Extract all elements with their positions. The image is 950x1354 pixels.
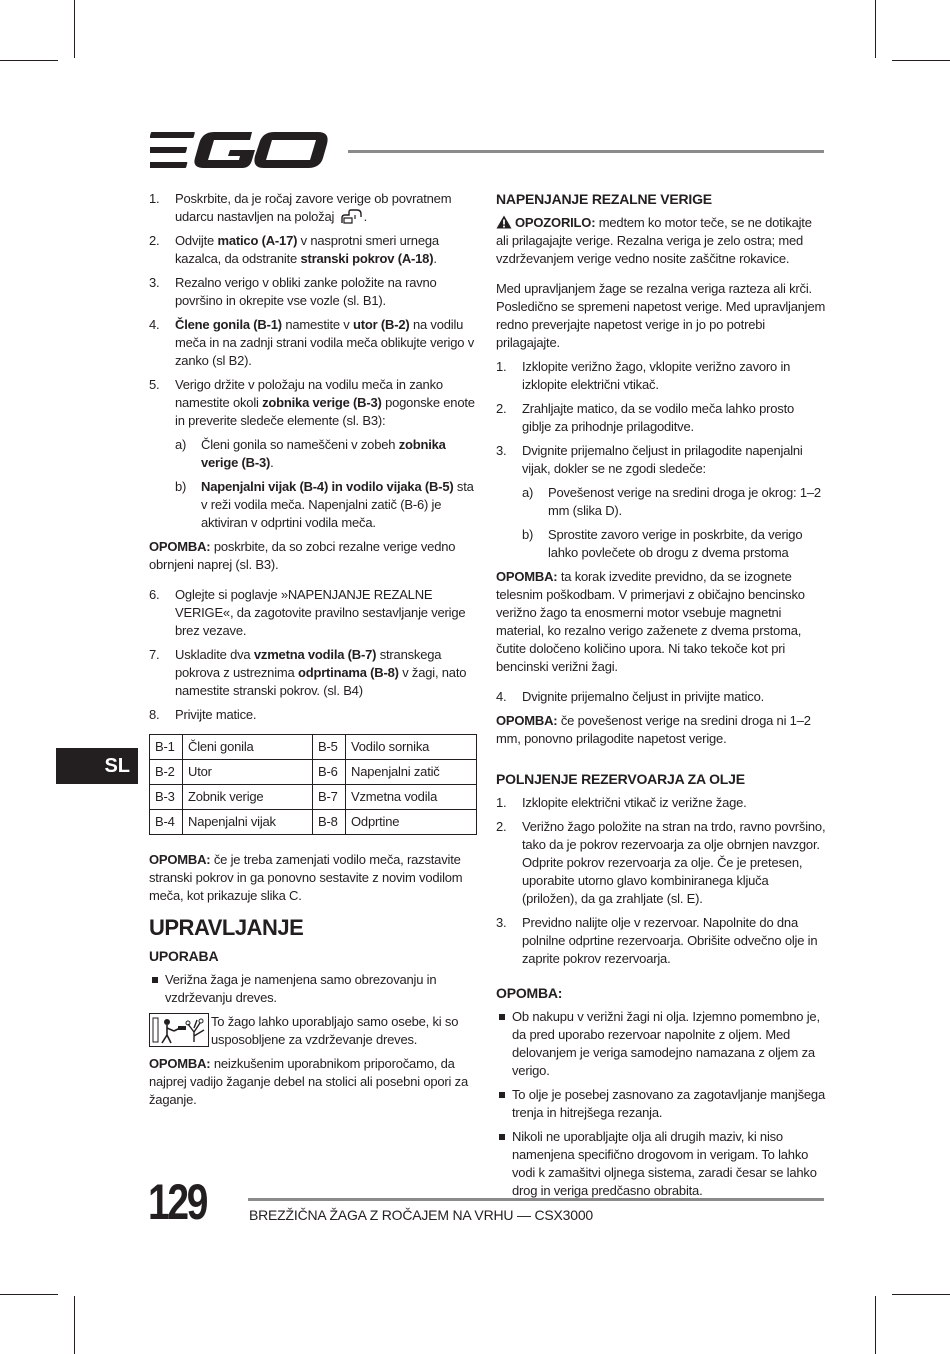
sub-list-item: b) Napenjalni vijak (B-4) in vodilo vijaka (B-5) sta v reži vodila meča. Napenjalni zatič (B-6) je aktiviran v odprtini vodila meča. [175, 479, 474, 530]
part-label: Vodilo sornika [346, 735, 477, 760]
part-label: Utor [183, 760, 313, 785]
part-label: Vzmetna vodila [346, 785, 477, 810]
part-code: B-8 [313, 810, 346, 835]
crop-mark [875, 0, 876, 58]
part-label: Členi gonila [183, 735, 313, 760]
chain-brake-icon [340, 209, 362, 225]
part-code: B-7 [313, 785, 346, 810]
note: OPOMBA: neizkušenim uporabnikom priporočamo, da najprej vadijo žaganje debel na stolici ali posebni opori za žaganje. [149, 1056, 468, 1107]
list-item: 7. Uskladite dva vzmetna vodila (B-7) stranskega pokrova z ustreznima odprtinama (B-8) v žagi, nato namestite stranski pokrov. (sl. B4) [149, 647, 467, 698]
list-item: 2. Odvijte matico (A-17) v nasprotni smeri urnega kazalca, da odstranite stranski pokrov (A-18). [149, 233, 439, 266]
ego-logo [150, 128, 332, 172]
paragraph: Med upravljanjem žage se rezalna veriga razteza ali krči. Posledično se spremeni napetost verige. Med upravljanjem redno preverjajte napetost verige in jo po potrebi prilagajajte. [496, 281, 826, 350]
bullet-item: Ob nakupu v verižni žagi ni olja. Izjemno pomembno je, da pred uporabo rezervoar napolnite z oljem. Med delovanjem je veriga samodejno namazana z oljem za verigo. [496, 1008, 826, 1080]
table-row [150, 785, 477, 810]
note: OPOMBA: poskrbite, da so zobci rezalne verige vedno obrnjeni naprej (sl. B3). [149, 539, 456, 572]
parts-table [149, 734, 477, 835]
bullet-item: Verižna žaga je namenjena samo obrezovanju in vzdrževanju dreves. [149, 971, 477, 1007]
part-code: B-5 [313, 735, 346, 760]
bullet-item: Nikoli ne uporabljajte olja ali drugih maziv, ki niso namenjena specifično drogovom in verigam. To lahko vodi k zamašitvi oljnega sistema, zaradi česar se lahko drog in veriga predčasno obrabita. [496, 1128, 826, 1200]
part-code: B-3 [150, 785, 183, 810]
list-item: 2. Zrahljajte matico, da se vodilo meča lahko prosto giblje za prihodnje prilagoditve. [496, 401, 795, 434]
crop-mark [875, 1296, 876, 1354]
table-row [150, 810, 477, 835]
subsection-heading: POLNJENJE REZERVOARJA ZA OLJE [496, 771, 745, 787]
section-title: UPRAVLJANJE [149, 915, 304, 940]
footer-rule [248, 1198, 824, 1201]
crop-mark [892, 1294, 950, 1295]
note: OPOMBA: če je treba zamenjati vodilo meča, razstavite stranski pokrov in ga ponovno sestavite z novim vodilom meča, kot prikazuje slika C. [149, 852, 463, 903]
tree-care-operator-icon [149, 1013, 209, 1047]
crop-mark [0, 60, 58, 61]
warning-icon [496, 215, 512, 229]
sub-list-item: a) Členi gonila so nameščeni v zobeh zobnika verige (B-3). [175, 437, 446, 470]
part-label: Odprtine [346, 810, 477, 835]
warning: OPOZORILO: medtem ko motor teče, se ne dotikajte ali prilagajajte verige. Rezalna veriga je zelo ostra; med vzdrževanjem verige vedno nosite zaščitne rokavice. [496, 215, 812, 266]
note: OPOMBA: ta korak izvedite previdno, da se izognete telesnim poškodbam. V primerjavi z običajno bencinsko verižno žago ta enosmerni motor vsebuje magnetni material, ko rezalno verigo zaženete z dvema prstoma, čutite določeno količino upora. Ni tako tekoče kot pri bencinski verižni žagi. [496, 569, 805, 674]
crop-mark [74, 1296, 75, 1354]
list-item: 1. Izklopite verižno žago, vklopite verižno zavoro in izklopite električni vtikač. [496, 359, 791, 392]
list-item: 3. Rezalno verigo v obliki zanke položite na ravno površino in okrepite vse vozle (sl. B1). [149, 275, 437, 308]
list-item: 6. Oglejte si poglavje »NAPENJANJE REZALNE VERIGE«, da zagotovite pravilno sestavljanje verige brez vezave. [149, 587, 466, 638]
list-item: 5. Verigo držite v položaju na vodilu meča in zanko namestite okoli zobnika verige (B-3) pogonske enote in preverite sledeče elemente (sl. B3): a) Členi gonila so nameščeni v zobeh zobnika verige (B-3). b) Napenjalni vijak (B-4) in vodilo vijaka (B-5) sta v reži vodila meča. Napenjalni zatič (B-6) je aktiviran v odprtini vodila meča. [149, 376, 477, 532]
list-item: 3. Previdno nalijte olje v rezervoar. Napolnite do dna polnilne odprtine rezervoarja. Obrišite odvečno olje in zaprite pokrov rezervoarja. [496, 915, 818, 966]
part-code: B-4 [150, 810, 183, 835]
list-item: 8. Privijte matice. [149, 707, 257, 722]
list-item: 1. Izklopite električni vtikač iz verižne žage. [496, 795, 747, 810]
list-item: 1. Poskrbite, da je ročaj zavore verige ob povratnem udarcu nastavljen na položaj . [149, 191, 452, 224]
page-number: 129 [148, 1174, 207, 1230]
part-label: Napenjalni vijak [183, 810, 313, 835]
list-item: 4. Dvignite prijemalno čeljust in privijte matico. [496, 689, 765, 704]
right-column [496, 190, 826, 1206]
part-label: Zobnik verige [183, 785, 313, 810]
header-rule [348, 150, 824, 153]
footer-title: BREZŽIČNA ŽAGA Z ROČAJEM NA VRHU — CSX3000 [249, 1207, 594, 1223]
subsection-heading: UPORABA [149, 948, 219, 964]
note: OPOMBA: če povešenost verige na sredini droga ni 1–2 mm, ponovno prilagodite napetost verige. [496, 713, 811, 746]
part-code: B-1 [150, 735, 183, 760]
sub-list-item: a) Povešenost verige na sredini droga je okrog: 1–2 mm (slika D). [522, 485, 821, 518]
list-item: 4. Člene gonila (B-1) namestite v utor (B-2) na vodilu meča in na zadnji strani vodila meča oblikujte verigo v zanko (sl B2). [149, 317, 474, 368]
crop-mark [0, 1294, 58, 1295]
crop-mark [74, 0, 75, 58]
list-item: 2. Verižno žago položite na stran na trdo, ravno površino, tako da je pokrov rezervoarja za olje obrnjen navzgor. Odprite pokrov rezervoarja za olje. Če je pretesen, uporabite utorno glavo kombiniranega ključa (priložen), da ga zrahljate (sl. E). [496, 819, 826, 906]
table-row [150, 735, 477, 760]
table-row [150, 760, 477, 785]
language-tab: SL [56, 748, 138, 784]
bullet-item: To olje je posebej zasnovano za zagotavljanje manjšega trenja in hitrejšega rezanja. [496, 1086, 826, 1122]
crop-mark [892, 60, 950, 61]
part-code: B-6 [313, 760, 346, 785]
part-code: B-2 [150, 760, 183, 785]
note-heading: OPOMBA: [496, 985, 563, 1001]
list-item: 3. Dvignite prijemalno čeljust in prilagodite napenjalni vijak, dokler se ne zgodi sledeče: a) Povešenost verige na sredini droga je okrog: 1–2 mm (slika D). b) Sprostite zavoro verige in poskrbite, da verigo lahko povlečete ob drogu z dvema prstoma [496, 442, 826, 562]
part-label: Napenjalni zatič [346, 760, 477, 785]
subsection-heading: NAPENJANJE REZALNE VERIGE [496, 191, 712, 207]
sub-list-item: b) Sprostite zavoro verige in poskrbite, da verigo lahko povlečete ob drogu z dvema prstoma [522, 527, 803, 560]
qualified-operator-notice: To žago lahko uporabljajo samo osebe, ki so usposobljene za vzdrževanje dreves. [149, 1013, 477, 1049]
left-column [149, 190, 477, 1121]
